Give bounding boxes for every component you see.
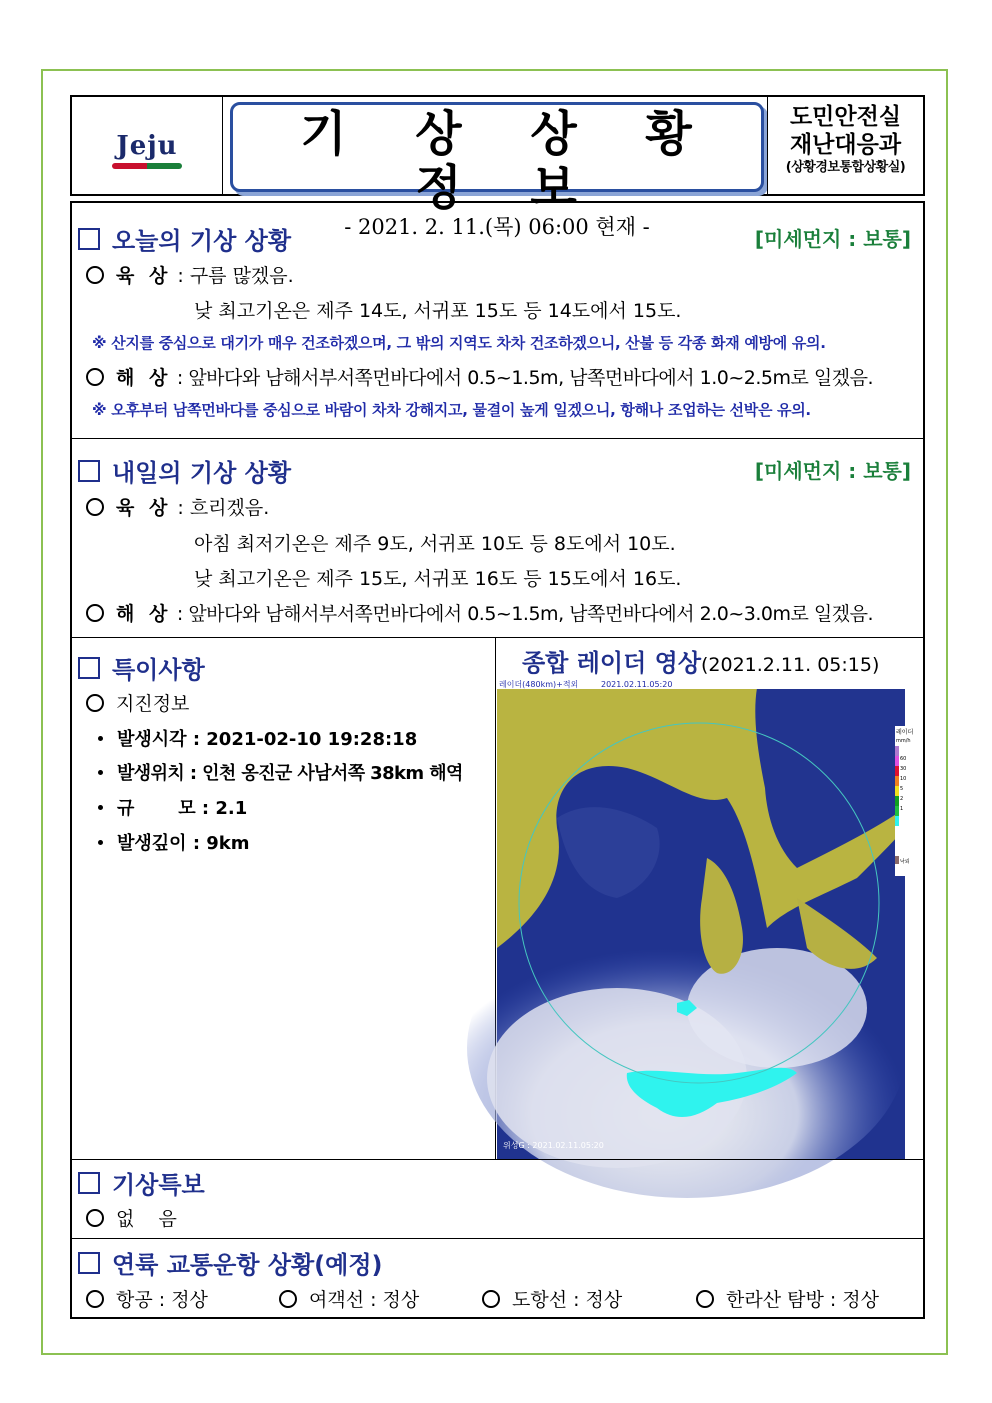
circle-bullet-icon <box>279 1290 297 1308</box>
legend-value: 2 <box>900 796 904 802</box>
checkbox-icon <box>78 460 100 482</box>
radar-title: 종합 레이더 영상(2021.2.11. 05:15) <box>522 649 880 677</box>
divider <box>72 1238 923 1239</box>
dot-bullet-icon <box>98 736 103 741</box>
divider <box>72 637 923 638</box>
today-land: 육 상 : 구름 많겠음. <box>86 261 294 288</box>
divider <box>72 438 923 439</box>
tomorrow-land: 육 상 : 흐리겠음. <box>86 493 269 520</box>
warning-value: 없 음 <box>86 1204 177 1231</box>
org-name: 도민안전실 <box>789 104 902 130</box>
dot-bullet-icon <box>98 770 103 775</box>
radar-image <box>497 678 914 1159</box>
today-section-title: 오늘의 기상 상황 <box>78 221 291 256</box>
radar-caption-bottom: 위성G : 2021.02.11.05:20 <box>503 1141 604 1150</box>
today-dust: [미세먼지 : 보통] <box>754 227 911 251</box>
org-dept: 재난대응과 <box>789 132 902 158</box>
checkbox-icon <box>78 228 100 250</box>
circle-bullet-icon <box>86 1209 104 1227</box>
legend-value: 60 <box>900 756 907 762</box>
checkbox-icon <box>78 1252 100 1274</box>
transport-island: 도항선 : 정상 <box>482 1285 622 1312</box>
quake-title: 지진정보 <box>86 689 189 716</box>
quake-depth: 발생깊이 : 9km <box>98 829 250 855</box>
legend-extra: 낙뢰 <box>900 859 910 865</box>
transport-ferry: 여객선 : 정상 <box>279 1285 419 1312</box>
quake-location: 발생위치 : 인천 옹진군 사남서쪽 38km 해역 <box>98 759 463 785</box>
jeju-logo: Jeju <box>116 131 177 161</box>
checkbox-icon <box>78 657 100 679</box>
report-date: - 2021. 2. 11.(목) 06:00 현재 - <box>344 215 650 239</box>
tomorrow-land-max: 낮 최고기온은 제주 15도, 서귀포 16도 등 15도에서 16도. <box>194 568 682 590</box>
transport-hallasan: 한라산 탐방 : 정상 <box>696 1285 879 1312</box>
checkbox-icon <box>78 1172 100 1194</box>
quake-time: 발생시각 : 2021-02-10 19:28:18 <box>98 725 417 751</box>
today-note-fire: ※ 산지를 중심으로 대기가 매우 건조하겠으며, 그 밖의 지역도 차차 건조하겠으니, 산불 등 각종 화재 예방에 유의. <box>92 334 826 352</box>
circle-bullet-icon <box>86 694 104 712</box>
circle-bullet-icon <box>696 1290 714 1308</box>
circle-bullet-icon <box>482 1290 500 1308</box>
org-cell <box>767 97 923 194</box>
main-content <box>70 201 925 1319</box>
circle-bullet-icon <box>86 368 104 386</box>
today-land-temp: 낮 최고기온은 제주 14도, 서귀포 15도 등 14도에서 15도. <box>194 300 682 322</box>
circle-bullet-icon <box>86 604 104 622</box>
circle-bullet-icon <box>86 266 104 284</box>
org-office: (상황경보통합상황실) <box>785 160 906 175</box>
transport-section-title: 연륙 교통운항 상황(예정) <box>78 1245 383 1280</box>
transport-air: 항공 : 정상 <box>86 1285 208 1312</box>
page-title: 기 상 상 황 정 보 <box>300 106 718 216</box>
radar-legend <box>895 726 913 876</box>
tomorrow-dust: [미세먼지 : 보통] <box>754 459 911 483</box>
quake-scale: 규 모 : 2.1 <box>98 794 247 820</box>
legend-value: 30 <box>900 766 907 772</box>
logo-cell <box>72 97 223 194</box>
special-section-title: 특이사항 <box>78 650 205 685</box>
dot-bullet-icon <box>98 840 103 845</box>
dot-bullet-icon <box>98 805 103 810</box>
legend-value: 1 <box>900 806 904 812</box>
circle-bullet-icon <box>86 1290 104 1308</box>
tomorrow-section-title: 내일의 기상 상황 <box>78 453 291 488</box>
title-box <box>230 102 764 239</box>
legend-value: 5 <box>900 786 904 792</box>
tomorrow-sea: 해 상 : 앞바다와 남해서부서쪽먼바다에서 0.5~1.5m, 남쪽먼바다에서 2.0~3.0m로 일겠음. <box>86 599 873 626</box>
tomorrow-land-min: 아침 최저기온은 제주 9도, 서귀포 10도 등 8도에서 10도. <box>194 533 676 555</box>
legend-unit: mm/h <box>896 738 911 744</box>
circle-bullet-icon <box>86 498 104 516</box>
today-sea: 해 상 : 앞바다와 남해서부서쪽먼바다에서 0.5~1.5m, 남쪽먼바다에서 1.0~2.5m로 일겠음. <box>86 363 873 390</box>
today-note-sea: ※ 오후부터 남쪽먼바다를 중심으로 바람이 차차 강해지고, 물결이 높게 일겠으니, 항해나 조업하는 선박은 유의. <box>92 401 811 419</box>
warning-section-title: 기상특보 <box>78 1165 205 1200</box>
divider <box>72 1159 923 1160</box>
radar-caption-time: 2021.02.11.05:20 <box>601 680 673 689</box>
radar-caption-top: 레이더(480km)+적외 <box>499 680 579 689</box>
legend-title: 레이더 <box>896 729 914 736</box>
legend-value: 10 <box>900 776 907 782</box>
